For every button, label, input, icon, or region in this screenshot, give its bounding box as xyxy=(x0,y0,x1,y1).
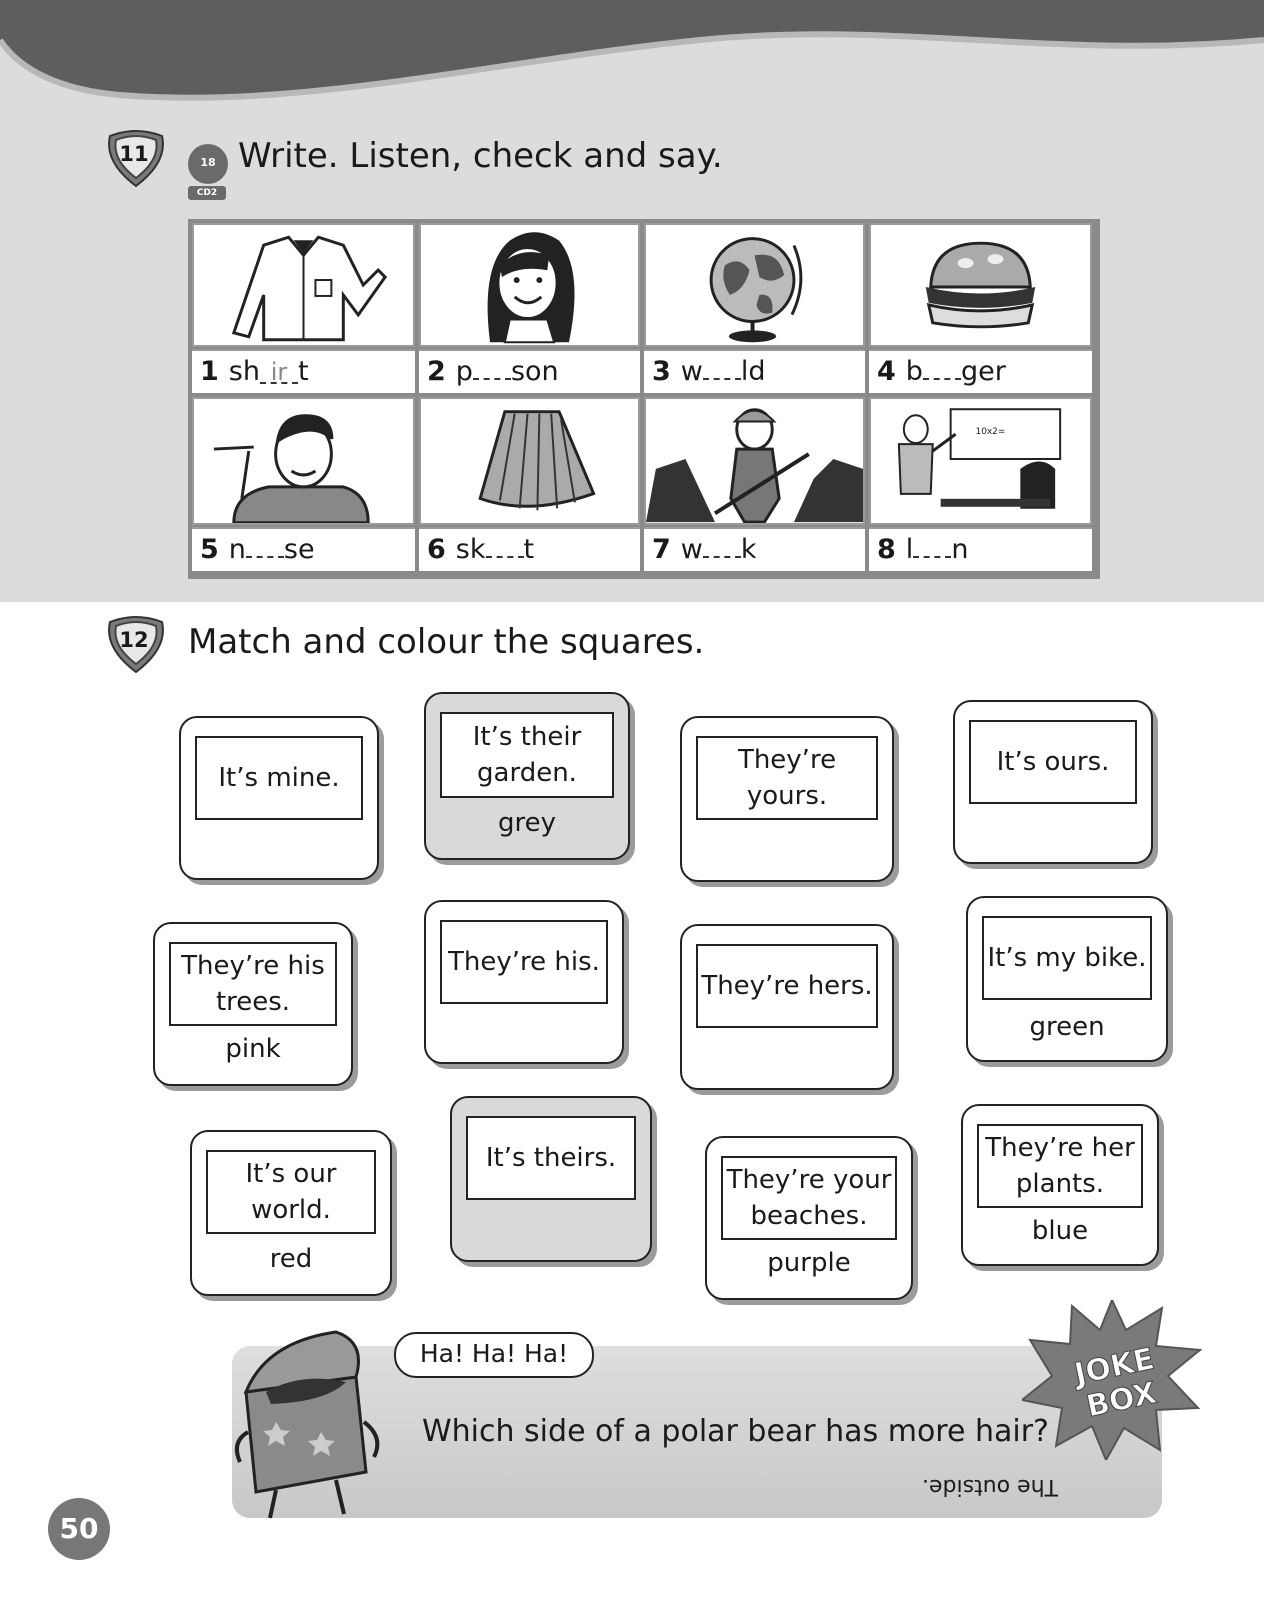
gap-input-4[interactable] xyxy=(923,356,961,380)
card-sentence: They’re his trees. xyxy=(169,942,337,1026)
card-colour: green xyxy=(1029,1012,1105,1042)
exercise-11-number: 11 xyxy=(119,142,149,166)
joke-question: Which side of a polar bear has more hair? xyxy=(422,1414,1049,1449)
match-card-8[interactable] xyxy=(966,896,1168,1062)
picture-globe xyxy=(644,223,865,347)
card-colour: blue xyxy=(1031,1216,1089,1246)
match-card-5[interactable] xyxy=(153,922,353,1086)
word-item-7: 7 w k xyxy=(644,527,865,571)
picture-worker xyxy=(644,397,865,525)
match-card-2[interactable] xyxy=(424,692,630,860)
joke-answer-upside-down: The outside. xyxy=(922,1474,1059,1499)
word-item-4: 4 b ger xyxy=(869,349,1092,393)
picture-person xyxy=(419,223,640,347)
exercise-11-badge xyxy=(104,128,168,190)
word-item-8: 8 l n xyxy=(869,527,1092,571)
picture-skirt xyxy=(419,397,640,525)
match-card-11[interactable] xyxy=(705,1136,913,1300)
picture-classroom xyxy=(869,397,1092,525)
svg-text:10x2=: 10x2= xyxy=(975,427,1006,438)
speech-bubble: Ha! Ha! Ha! xyxy=(394,1332,594,1378)
exercise-12-number: 12 xyxy=(119,628,149,652)
match-card-7[interactable] xyxy=(680,924,894,1090)
gap-input-7[interactable] xyxy=(703,534,741,558)
picture-shirt xyxy=(192,223,415,347)
card-sentence: It’s my bike. xyxy=(982,916,1152,1000)
card-sentence: It’s mine. xyxy=(195,736,363,820)
gap-input-1[interactable]: ir xyxy=(260,360,298,384)
card-sentence: They’re hers. xyxy=(696,944,878,1028)
exercise-11-instruction: Write. Listen, check and say. xyxy=(238,136,723,176)
gap-input-3[interactable] xyxy=(703,356,741,380)
card-sentence: They’re his. xyxy=(440,920,608,1004)
word-item-5: 5 n se xyxy=(192,527,415,571)
gap-input-2[interactable] xyxy=(473,356,511,380)
card-sentence: It’s theirs. xyxy=(466,1116,636,1200)
card-sentence: They’re your beaches. xyxy=(721,1156,897,1240)
word-item-1: 1 sh ir t xyxy=(192,349,415,393)
gap-input-6[interactable] xyxy=(486,534,524,558)
card-colour: grey xyxy=(497,808,556,838)
audio-track-number: 18 xyxy=(200,156,216,169)
word-item-6: 6 sk t xyxy=(419,527,640,571)
page-number: 50 xyxy=(48,1498,110,1560)
picture-burger xyxy=(869,223,1092,347)
match-card-3[interactable] xyxy=(680,716,894,882)
word-item-3: 3 w ld xyxy=(644,349,865,393)
card-sentence: They’re yours. xyxy=(696,736,878,820)
joke-box-mascot-icon xyxy=(226,1322,394,1522)
match-card-4[interactable] xyxy=(953,700,1153,864)
exercise-12-instruction: Match and colour the squares. xyxy=(188,622,705,662)
match-card-12[interactable] xyxy=(961,1104,1159,1266)
card-colour: pink xyxy=(225,1034,281,1064)
joke-box-label: JOKE BOX xyxy=(1071,1341,1160,1425)
match-card-9[interactable] xyxy=(190,1130,392,1296)
card-sentence: It’s our world. xyxy=(206,1150,376,1234)
audio-cd-label: CD2 xyxy=(188,186,226,200)
picture-nurse xyxy=(192,397,415,525)
gap-input-5[interactable] xyxy=(246,534,284,558)
exercise-12-badge xyxy=(104,614,168,676)
match-card-1[interactable] xyxy=(179,716,379,880)
header-wave xyxy=(0,0,1264,130)
match-card-6[interactable] xyxy=(424,900,624,1064)
card-sentence: They’re her plants. xyxy=(977,1124,1143,1208)
match-card-10[interactable] xyxy=(450,1096,652,1262)
gap-input-8[interactable] xyxy=(913,534,951,558)
card-sentence: It’s their garden. xyxy=(440,712,614,798)
audio-track-icon[interactable] xyxy=(188,144,232,200)
picture-word-grid xyxy=(188,219,1100,579)
card-colour: purple xyxy=(767,1248,851,1278)
card-sentence: It’s ours. xyxy=(969,720,1137,804)
word-item-2: 2 p son xyxy=(419,349,640,393)
card-colour: red xyxy=(269,1244,313,1274)
